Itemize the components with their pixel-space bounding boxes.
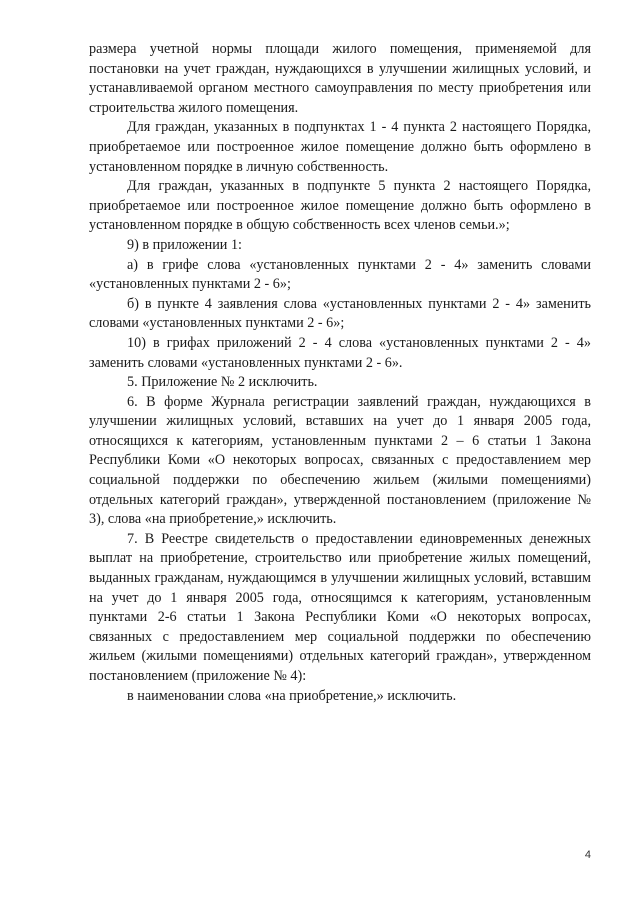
page-number: 4 (584, 849, 591, 861)
item-9b: б) в пункте 4 заявления слова «установленных пунктами 2 - 4» заменить словами «установленных пунктами 2 - 6»; (89, 295, 591, 332)
document-page (89, 40, 591, 706)
item-7: 7. В Реестре свидетельств о предоставлении единовременных денежных выплат на приобретение, строительство или приобретение жилых помещений, выданных гражданам, нуждающимся в улучшении жилищных условий, вставшим на учет до 1 января 2005 года, относящимся к категориям, установленным пунктами 2-6 статьи 1 Закона Республики Коми «О некоторых вопросах, связанных с предоставлением мер социальной поддержки по обеспечению жильем (жилыми помещениями) отдельных категорий граждан», утвержденном постановлением (приложение № 4): (89, 530, 591, 684)
item-6: 6. В форме Журнала регистрации заявлений граждан, нуждающихся в улучшении жилищных условий, вставших на учет до 1 января 2005 года, относящихся к категориям, установленным пунктами 2 – 6 статьи 1 Закона Республики Коми «О некоторых вопросах, связанных с предоставлением мер социальной поддержки по обеспечению жильем (жилыми помещениями) отдельных категорий граждан», утвержденной постановлением (приложение № 3), слова «на приобретение,» исключить. (89, 393, 591, 528)
item-9a: а) в грифе слова «установленных пунктами 2 - 4» заменить словами «установленных пунктами 2 - 6»; (89, 256, 591, 293)
paragraph-continuation: размера учетной нормы площади жилого помещения, применяемой для постановки на учет граждан, нуждающихся в улучшении жилищных условий, и устанавливаемой органом местного самоуправления по месту приобретения или строительства жилого помещения. (89, 41, 591, 116)
item-9: 9) в приложении 1: (127, 236, 242, 253)
item-7-instruction: в наименовании слова «на приобретение,» исключить. (127, 687, 457, 704)
paragraph-common-ownership: Для граждан, указанных в подпункте 5 пункта 2 настоящего Порядка, приобретаемое или построенное жилое помещение должно быть оформлено в установленном порядке в общую собственность всех членов семьи.»; (89, 178, 591, 234)
item-5: 5. Приложение № 2 исключить. (127, 374, 318, 391)
paragraph-personal-ownership: Для граждан, указанных в подпунктах 1 - 4 пункта 2 настоящего Порядка, приобретаемое или построенное жилое помещение должно быть оформлено в установленном порядке в личную собственность. (89, 119, 591, 175)
item-10: 10) в грифах приложений 2 - 4 слова «установленных пунктами 2 - 4» заменить словами «установленных пунктами 2 - 6». (89, 334, 591, 371)
